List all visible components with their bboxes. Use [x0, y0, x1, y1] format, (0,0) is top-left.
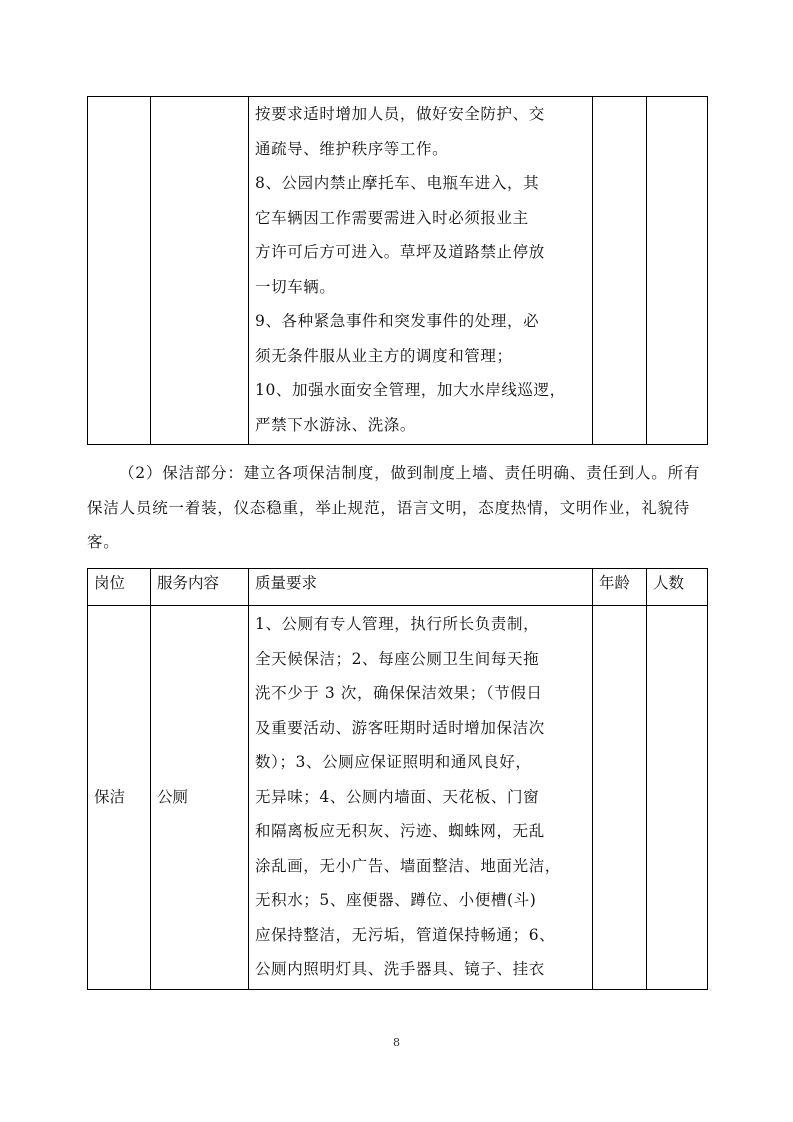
- requirement-line: 一切车辆。: [255, 277, 336, 296]
- requirement-line: 8、公园内禁止摩托车、电瓶车进入，其: [255, 174, 540, 192]
- requirement-line: 无异味；4、公厕内墙面、天花板、门窗: [255, 787, 540, 806]
- header-count: 人数: [647, 569, 708, 606]
- requirement-line: 按要求适时增加人员，做好安全防护、交: [255, 105, 545, 123]
- table-header-row: [88, 569, 708, 606]
- header-service: 服务内容: [151, 569, 249, 606]
- header-requirements: 质量要求: [249, 569, 593, 606]
- requirement-line: 涂乱画，无小广告、墙面整洁、地面光洁，: [255, 856, 561, 875]
- requirement-line: 它车辆因工作需要需进入时必须报业主: [255, 208, 529, 227]
- age-cell: [593, 606, 647, 990]
- requirement-line: 及重要活动、游客旺期时适时增加保洁次: [255, 718, 545, 737]
- header-age: 年龄: [593, 569, 647, 606]
- requirement-line: 9、各种紧急事件和突发事件的处理，必: [255, 312, 540, 330]
- requirement-line: 数）；3、公厕应保证照明和通风良好，: [255, 753, 532, 771]
- cleaning-requirements-table: [87, 568, 708, 990]
- requirement-line: 无积水；5、座便器、蹲位、小便槽(斗): [255, 891, 537, 909]
- table-row: [88, 97, 708, 445]
- requirement-line: 须无条件服从业主方的调度和管理；: [255, 346, 513, 365]
- requirement-line: 全天候保洁；2、每座公厕卫生间每天拖: [255, 649, 540, 668]
- requirement-line: 公厕内照明灯具、洗手器具、镜子、挂衣: [255, 960, 545, 978]
- requirements-cell: [249, 97, 593, 445]
- age-cell: [593, 97, 647, 445]
- requirement-line: 通疏导、维护秩序等工作。: [255, 139, 449, 158]
- requirement-line: 应保持整洁，无污垢，管道保持畅通；6、: [255, 925, 556, 944]
- requirement-line: 洗不少于 3 次，确保保洁效果；（节假日: [255, 684, 543, 702]
- requirement-line: 1、公厕有专人管理，执行所长负责制，: [255, 615, 540, 633]
- requirements-cell: [249, 606, 593, 990]
- cleaning-section-paragraph: （2）保洁部分：建立各项保洁制度，做到制度上墙、责任明确、责任到人。所有保洁人员统一着装，仪态稳重，举止规范，语言文明，态度热情，文明作业，礼貌待客。: [87, 464, 701, 551]
- requirement-line: 10、加强水面安全管理，加大水岸线巡逻，: [255, 381, 566, 399]
- security-requirements-table-continued: [87, 96, 708, 445]
- page-number: 8: [393, 1036, 400, 1049]
- position-cell: 保洁: [88, 606, 151, 990]
- count-cell: [647, 606, 708, 990]
- header-position: 岗位: [88, 569, 151, 606]
- requirement-line: 和隔离板应无积灰、污迹、蜘蛛网，无乱: [255, 822, 545, 840]
- service-cell: 公厕: [151, 606, 249, 990]
- count-cell: [647, 97, 708, 445]
- requirement-line: 严禁下水游泳、洗涤。: [255, 415, 417, 434]
- service-cell: [151, 97, 249, 445]
- requirement-line: 方许可后方可进入。草坪及道路禁止停放: [255, 243, 545, 261]
- position-cell: [88, 97, 151, 445]
- table-row: [88, 606, 708, 990]
